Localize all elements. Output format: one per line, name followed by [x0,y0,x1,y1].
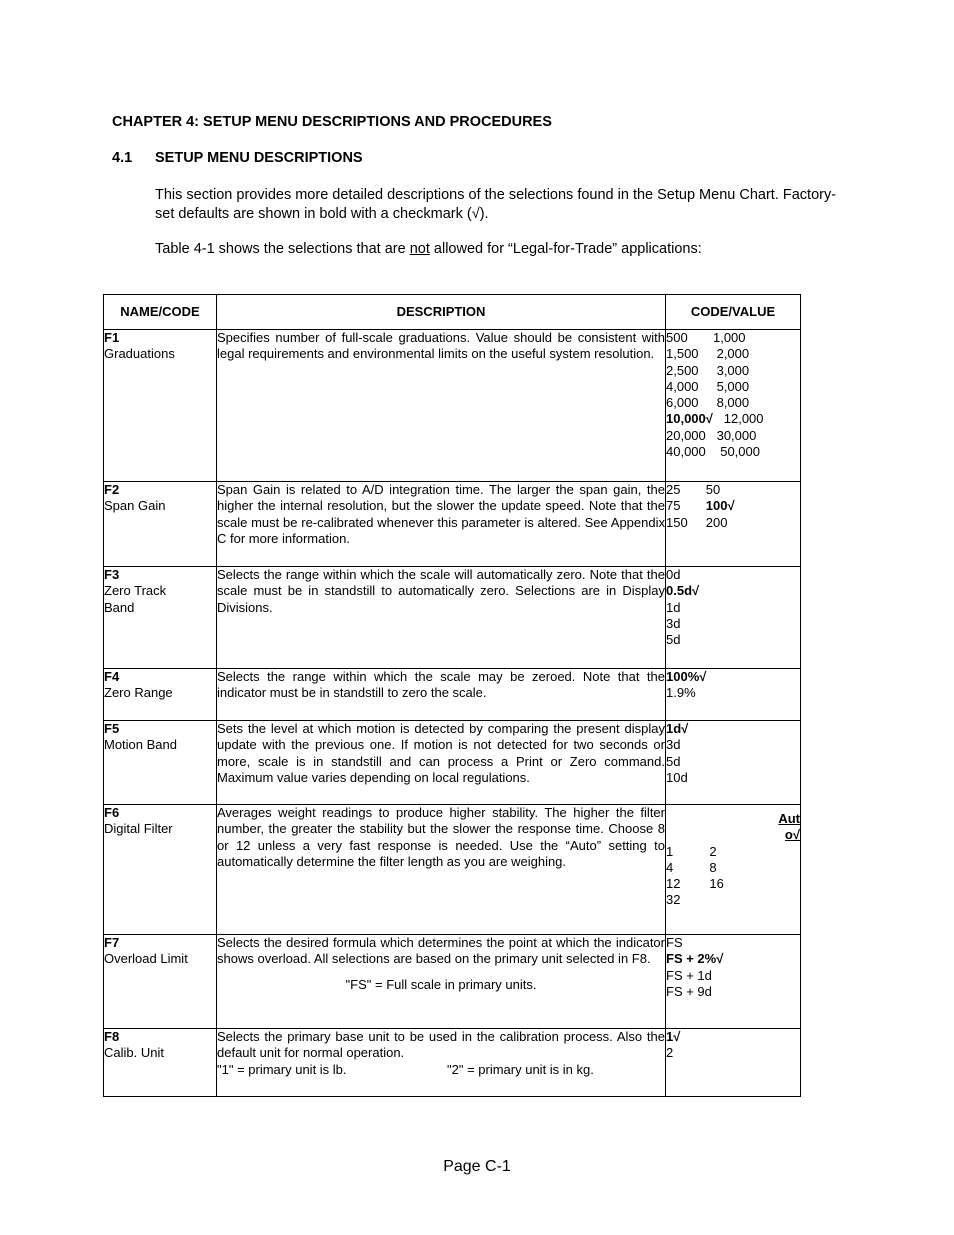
value-option: 40,000 50,000 [666,444,760,460]
default-value: 1√ [666,1029,681,1044]
value-option: 1d [666,599,681,615]
page-number: Page C-1 [443,1158,511,1175]
value-option: 25 50 [666,482,721,497]
function-name: Digital Filter [104,821,173,837]
value-option: 3d [666,737,681,753]
intro-text-before: Table 4-1 shows the selections that are [155,241,410,257]
value-cell [666,567,801,669]
function-name: Motion Band [104,737,177,753]
function-name: Calib. Unit [104,1045,164,1061]
value-option: 5d [666,632,681,648]
value-option: 4 8 [666,859,717,875]
setup-menu-table [103,294,801,1097]
value-option: 500 1,000 [666,330,746,345]
name-cell [104,330,217,482]
table-row [104,721,801,805]
table-row [104,482,801,567]
value-cell [666,935,801,1029]
default-value: 10,000√ [666,411,713,427]
name-cell [104,567,217,669]
header-description: DESCRIPTION [217,295,666,330]
value-option: 4,000 5,000 [666,378,750,394]
value-option: 0d [666,567,681,582]
description-cell: Selects the range within which the scale may be zeroed. Note that the indicator must be in standstill to zero the scale. [217,669,666,721]
description-cell: Averages weight readings to produce higher stability. The higher the filter number, the greater the stability but the slower the response time. Choose 8 or 12 unless a very fast response is needed. Use the “Auto” setting to automatically determine the filter length as you are weighing. [217,805,666,935]
description-cell: Specifies number of full-scale graduations. Value should be consistent with legal requirements and environmental limits on the useful system resolution. [217,330,666,482]
function-name: Graduations [104,346,175,362]
description-cell [217,1029,666,1097]
function-name: Overload Limit [104,951,188,967]
value-option: 6,000 8,000 [666,395,750,411]
chapter-title: CHAPTER 4: SETUP MENU DESCRIPTIONS AND PROCEDURES [112,114,552,130]
intro-underlined-word: not [409,241,430,257]
value-option: 12 16 [666,876,724,892]
function-name: Zero Track Band [104,583,167,615]
intro-paragraph: This section provides more detailed descriptions of the selections found in the Setup Menu Chart. Factory-set defaults are shown in bold with a checkmark (√). [155,187,837,222]
note-left: "1" = primary unit is lb. [217,1061,347,1077]
value-cell [666,330,801,482]
name-cell [104,482,217,567]
function-code: F1 [104,330,120,345]
function-code: F8 [104,1029,120,1044]
description-cell: Sets the level at which motion is detected by comparing the present display update with the previous one. If motion is not detected for two seconds or more, scale is in standstill and can process a Print or Zero command. Maximum value varies depending on local regulations. [217,721,666,805]
description-note: "FS" = Full scale in primary units. [345,976,537,992]
value-cell [666,482,801,567]
description-text: Selects the primary base unit to be used in the calibration process. Also the default unit for normal operation. [217,1029,665,1061]
table-header-row [104,295,801,330]
value-cell [666,805,801,935]
function-code: F7 [104,935,120,950]
function-code: F5 [104,721,120,736]
description-cell [217,935,666,1029]
default-value: o√ [784,827,800,843]
name-cell [104,721,217,805]
value-option: 1.9% [666,685,696,701]
table-row [104,669,801,721]
section-title: SETUP MENU DESCRIPTIONS [155,150,363,166]
value-option: FS [666,935,683,950]
function-name: Zero Range [104,685,173,701]
name-cell [104,805,217,935]
value-option: 75 [666,498,706,514]
function-code: F4 [104,669,120,684]
value-option-default [666,411,800,427]
function-code: F2 [104,482,120,497]
value-option: 2,500 3,000 [666,362,750,378]
value-option: FS + 1d [666,967,712,983]
description-cell: Span Gain is related to A/D integration time. The larger the span gain, the higher the internal resolution, but the slower the update speed. Note that the scale must be re-calibrated whenever this parameter is altered. See Appendix C for more information. [217,482,666,567]
default-value: FS + 2%√ [666,951,724,967]
description-note [217,1062,665,1078]
note-right: "2" = primary unit is in kg. [447,1061,594,1077]
value-option: 1 2 [666,843,717,859]
value-option: FS + 9d [666,983,712,999]
name-cell [104,669,217,721]
header-name-code: NAME/CODE [104,295,217,330]
section-number: 4.1 [112,150,133,166]
value-option: 20,000 30,000 [666,427,757,443]
value-cell [666,721,801,805]
description-cell: Selects the range within which the scale will automatically zero. Note that the scale must be in standstill to automatically zero. Selections are in Display Divisions. [217,567,666,669]
function-code: F6 [104,805,120,820]
value-cell [666,669,801,721]
table-row [104,1029,801,1097]
value-option: 32 [666,892,681,908]
value-option: 10d [666,769,688,785]
default-value: 0.5d√ [666,583,700,599]
function-code: F3 [104,567,120,582]
default-value: Aut [778,811,800,826]
value-option: 1,500 2,000 [666,346,750,362]
value-option: 12,000 [712,411,764,427]
name-cell [104,935,217,1029]
table-row [104,330,801,482]
intro-paragraph-2 [155,241,702,257]
value-cell [666,1029,801,1097]
table-row [104,935,801,1029]
default-value: 100%√ [666,669,707,684]
name-cell [104,1029,217,1097]
description-text: Selects the desired formula which determines the point at which the indicator shows overload. All selections are based on the primary unit selected in F8. [217,935,665,967]
value-option: 150 200 [666,514,728,530]
value-option: 2 [666,1045,674,1061]
default-value: 1d√ [666,721,689,736]
default-value: 100√ [705,498,735,514]
value-option: 5d [666,753,681,769]
value-option: 3d [666,615,681,631]
table-row [104,567,801,669]
intro-text-after: allowed for “Legal-for-Trade” applications: [429,241,702,257]
table-row [104,805,801,935]
function-name: Span Gain [104,498,166,514]
value-option-default [666,498,800,514]
header-code-value: CODE/VALUE [666,295,801,330]
